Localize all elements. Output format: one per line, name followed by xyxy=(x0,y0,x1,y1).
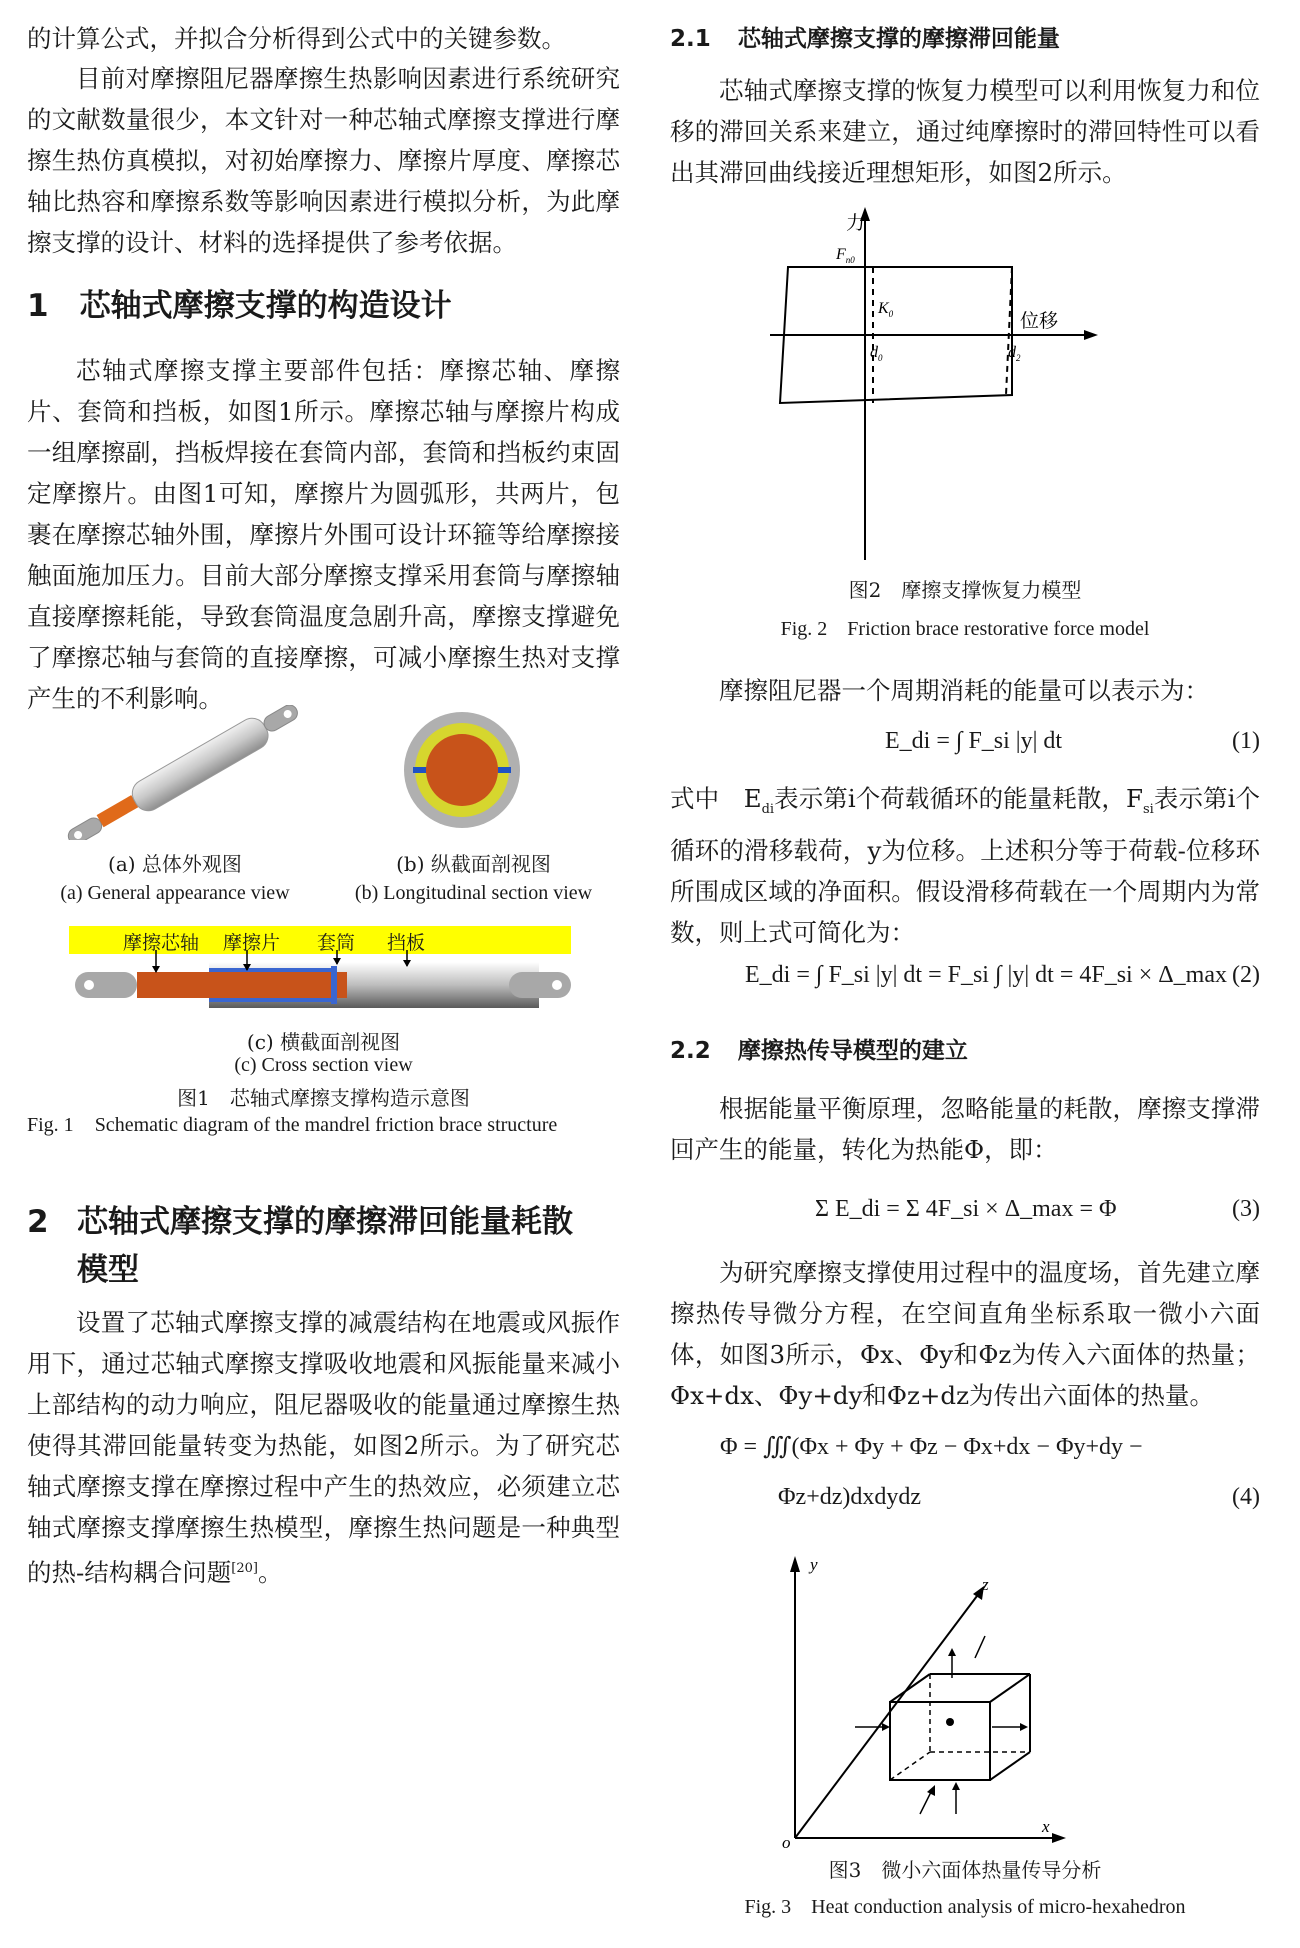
subsection-heading xyxy=(670,22,1260,56)
figure-2-caption-cn: 图2 摩擦支撑恢复力模型 xyxy=(848,578,1082,602)
paragraph-text: 设置了芯轴式摩擦支撑的减震结构在地震或风振作用下，通过芯轴式摩擦支撑吸收地震和风振能量来减小上部结构的动力响应，阻尼器吸收的能量通过摩擦生热使得其滞回能量转变为热能，如图2所示。为了研究芯轴式摩擦支撑在摩擦过程中产生的热效应，必须建立芯轴式摩擦支撑摩擦生热模型，摩擦生热问题是一种典型的热-结构耦合问题 xyxy=(27,1308,620,1588)
equation-4-line-1: Φ = ∭(Φx + Φy + Φz − Φx+dx − Φy+dy − xyxy=(720,1434,1143,1460)
section-title: 芯轴式摩擦支撑的摩擦滞回能量耗散模型 xyxy=(77,1204,573,1288)
label-friction-pad: 摩擦片 xyxy=(223,932,281,954)
displacement-axis-arrow xyxy=(1084,330,1098,340)
figure-2-caption-en: Fig. 2 Friction brace restorative force model xyxy=(780,618,1150,640)
y-axis-arrow xyxy=(790,1556,800,1572)
paragraph xyxy=(27,1302,620,1593)
figure-3-hexahedron xyxy=(770,1552,1170,1852)
subsection-number: 2.1 xyxy=(670,26,711,52)
figure-2-hysteresis-plot xyxy=(770,195,1130,575)
equation-2: E_di = ∫ F_si |y| dt = F_si ∫ |y| dt = 4F_si × Δ_max xyxy=(745,962,1227,988)
equation-2-number: (2) xyxy=(1232,962,1260,988)
cross-section-drawing xyxy=(69,926,571,1018)
longitudinal-section-image xyxy=(402,710,522,830)
paragraph: 芯轴式摩擦支撑主要部件包括：摩擦芯轴、摩擦片、套筒和挡板，如图1所示。摩擦芯轴与摩擦片构成一组摩擦副，挡板焊接在套筒内部，套筒和挡板约束固定摩擦片。由图1可知，摩擦片为圆弧形，共两片，包裹在摩擦芯轴外围，摩擦片外围可设计环箍等给摩擦接触面施加压力。目前大部分摩擦支撑采用套筒与摩擦轴直接摩擦耗能，导致套筒温度急剧升高，摩擦支撑避免了摩擦芯轴与套筒的直接摩擦，可减小摩擦生热对支撑产生的不利影响。 xyxy=(27,356,620,713)
y-axis-label: y xyxy=(810,1555,818,1574)
figure-1-caption-cn: 图1 芯轴式摩擦支撑构造示意图 xyxy=(177,1086,470,1110)
d2-label: $d_2$ xyxy=(1008,344,1021,363)
figure-1-label: Fig. 1 xyxy=(27,1114,74,1136)
label-mandrel: 摩擦芯轴 xyxy=(123,932,200,954)
figure-3-caption-cn: 图3 微小六面体热量传导分析 xyxy=(828,1858,1102,1882)
figure-1-caption-en xyxy=(27,1110,620,1140)
displacement-axis-label: 位移 xyxy=(1020,311,1059,332)
paragraph: 根据能量平衡原理，忽略能量的耗散，摩擦支撑滞回产生的能量，转化为热能Φ，即： xyxy=(670,1094,1260,1164)
d0-label: $d_0$ xyxy=(870,344,883,363)
subfigure-b-caption-cn: (b) 纵截面剖视图 xyxy=(396,852,551,876)
paragraph: 为研究摩擦支撑使用过程中的温度场，首先建立摩擦热传导微分方程，在空间直角坐标系取一微小六面体，如图3所示，Φx、Φy和Φz为传入六面体的热量；Φx+dx、Φy+dy和Φz+dz为传出六面体的热量。 xyxy=(670,1258,1260,1410)
equation-1-number: (1) xyxy=(1232,728,1260,754)
origin-label: o xyxy=(782,1833,791,1852)
section-number: 2 xyxy=(27,1204,49,1240)
z-axis-label: z xyxy=(982,1575,989,1594)
equation-3: Σ E_di = Σ 4F_si × Δ_max = Φ xyxy=(815,1196,1117,1222)
equation-4-number: (4) xyxy=(1232,1484,1260,1510)
equation-4-line-2: Φz+dz)dxdydz xyxy=(778,1484,922,1510)
paragraph: 的计算公式，并拟合分析得到公式中的关键参数。 xyxy=(27,24,566,53)
figure-1-caption-text: Schematic diagram of the mandrel friction brace structure xyxy=(94,1114,558,1136)
subfigure-c-caption-en: (c) Cross section view xyxy=(234,1054,413,1076)
x-axis-arrow xyxy=(1052,1833,1066,1843)
paragraph: 式中 $E_{di}$表示第i个荷载循环的能量耗散，$F_{si}$表示第i个循环的滑移载荷，y为位移。上述积分等于荷载-位移环所围成区域的净面积。假设滑移荷载在一个周期内为常数，则上式可简化为： xyxy=(670,784,1260,947)
section-number: 1 xyxy=(27,288,49,324)
figure-1 xyxy=(27,700,620,1160)
subsection-number: 2.2 xyxy=(670,1038,711,1064)
citation: [20] xyxy=(231,1561,258,1576)
subsection-heading xyxy=(670,1034,1260,1068)
equation-3-number: (3) xyxy=(1232,1196,1260,1222)
paragraph: 目前对摩擦阻尼器摩擦生热影响因素进行系统研究的文献数量很少，本文针对一种芯轴式摩擦支撑进行摩擦生热仿真模拟，对初始摩擦力、摩擦片厚度、摩擦芯轴比热容和摩擦系数等影响因素进行模拟分析，为此摩擦支撑的设计、材料的选择提供了参考依据。 xyxy=(27,64,620,257)
label-sleeve: 套筒 xyxy=(317,932,356,954)
subfigure-b-caption-en: (b) Longitudinal section view xyxy=(354,882,593,904)
label-baffle: 挡板 xyxy=(387,932,426,954)
subsection-title: 摩擦热传导模型的建立 xyxy=(737,1038,968,1064)
f-n0-label: $F_{n0}$ xyxy=(836,246,855,265)
subfigure-c-caption-cn: (c) 横截面剖视图 xyxy=(246,1030,401,1054)
equation-1: E_di = ∫ F_si |y| dt xyxy=(885,728,1063,754)
section-heading xyxy=(27,282,620,330)
subfigure-a-caption-cn: (a) 总体外观图 xyxy=(108,852,242,876)
figure-3-caption-en: Fig. 3 Heat conduction analysis of micro-hexahedron xyxy=(744,1896,1186,1918)
paragraph: 芯轴式摩擦支撑的恢复力模型可以利用恢复力和位移的滞回关系来建立，通过纯摩擦时的滞回特性可以看出其滞回曲线接近理想矩形，如图2所示。 xyxy=(670,76,1260,187)
section-title: 芯轴式摩擦支撑的构造设计 xyxy=(79,288,452,324)
subfigure-a-caption-en: (a) General appearance view xyxy=(60,882,290,904)
force-axis-label: 力 xyxy=(846,213,866,234)
subsection-title: 芯轴式摩擦支撑的摩擦滞回能量 xyxy=(737,26,1060,52)
x-axis-label: x xyxy=(1042,1817,1050,1836)
cross-section-image xyxy=(69,926,571,1018)
brace-appearance-image xyxy=(42,705,322,840)
z-axis xyxy=(795,1592,980,1838)
paragraph: 摩擦阻尼器一个周期消耗的能量可以表示为： xyxy=(719,676,1209,705)
paragraph-end: 。 xyxy=(257,1558,283,1588)
k0-label: $K_0$ xyxy=(878,300,894,319)
